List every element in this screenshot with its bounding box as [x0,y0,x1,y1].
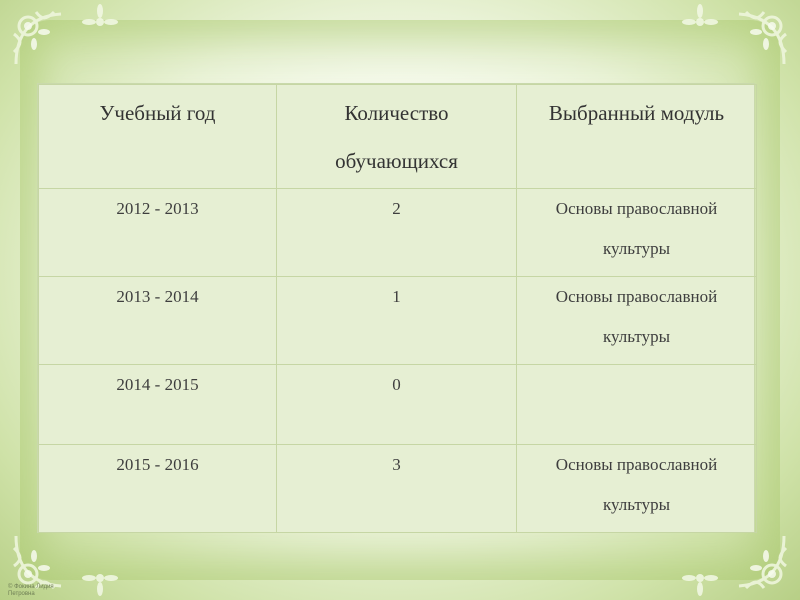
module-selection-table [38,84,757,533]
flower-ornament-icon [680,558,720,598]
cell-year: 2015 - 2016 [39,445,277,533]
cell-module: Основы православной культуры [517,277,757,365]
table-row [39,445,757,533]
flower-ornament-icon [80,2,120,42]
cell-count: 3 [277,445,517,533]
table-row [39,189,757,277]
cell-count: 1 [277,277,517,365]
cell-year: 2013 - 2014 [39,277,277,365]
table-row [39,365,757,445]
flower-ornament-icon [680,2,720,42]
header-student-count: Количество обучающихся [277,85,517,189]
data-table-container [37,83,755,533]
cell-module: Основы православной культуры [517,189,757,277]
author-credit: © Фокина Лидия Петровна [8,584,54,597]
flower-ornament-icon [80,558,120,598]
cell-year: 2012 - 2013 [39,189,277,277]
header-selected-module: Выбранный модуль [517,85,757,189]
flower-ornament-icon [724,526,794,596]
cell-module: Основы православной культуры [517,445,757,533]
table-header-row [39,85,757,189]
cell-count: 0 [277,365,517,445]
table-row [39,277,757,365]
cell-year: 2014 - 2015 [39,365,277,445]
cell-module [517,365,757,445]
flower-ornament-icon [6,4,76,74]
header-academic-year: Учебный год [39,85,277,189]
cell-count: 2 [277,189,517,277]
flower-ornament-icon [724,4,794,74]
